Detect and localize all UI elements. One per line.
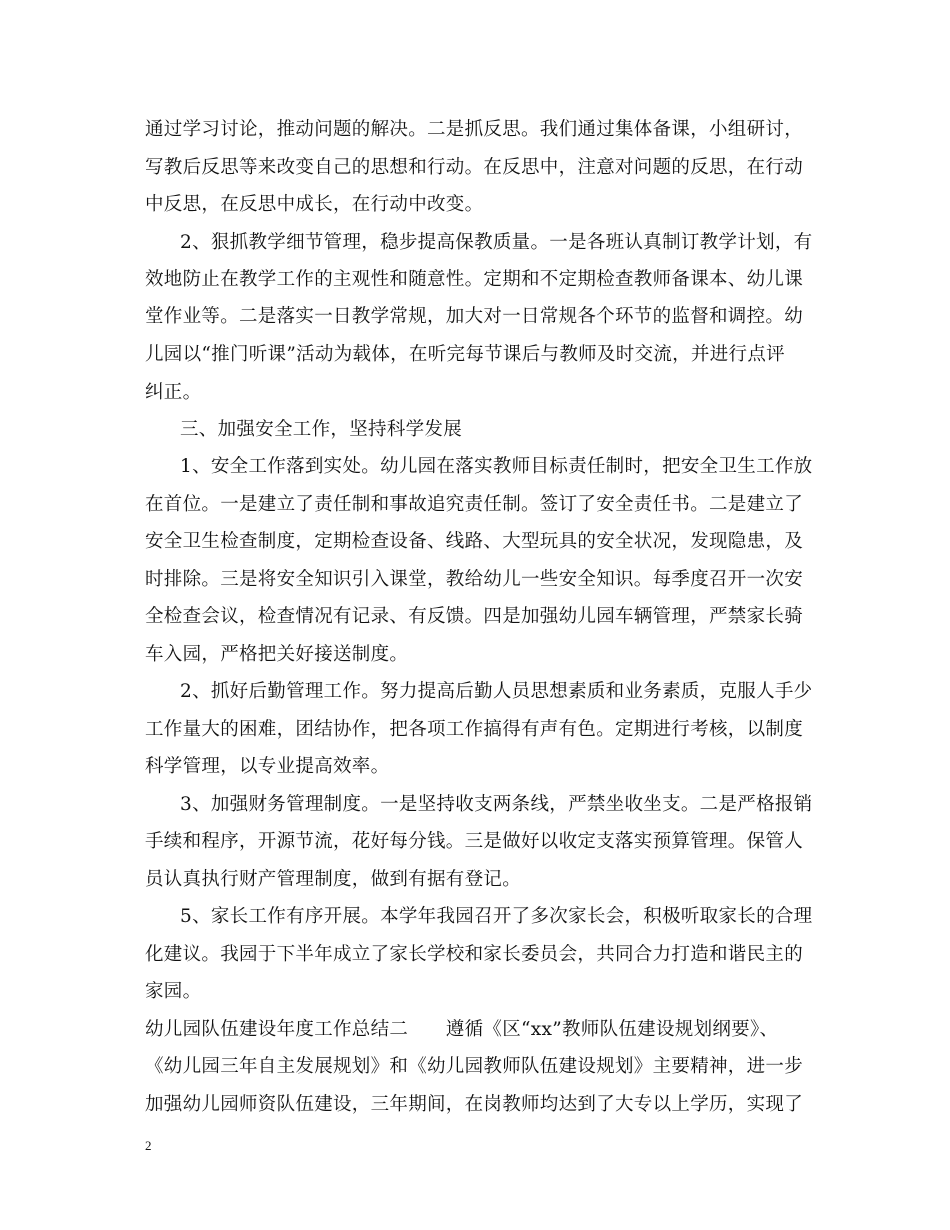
paragraph-start-line: 1、安全工作落到实处。幼儿园在落实教师目标责任制时，把安全卫生工作放 bbox=[180, 456, 813, 477]
text-line: 时排除。三是将安全知识引入课堂，教给幼儿一些安全知识。每季度召开一次安 bbox=[145, 569, 804, 590]
text-line: 员认真执行财产管理制度，做到有据有登记。 bbox=[145, 869, 522, 890]
text-line: 写教后反思等来改变自己的思想和行动。在反思中，注意对问题的反思，在行动 bbox=[145, 157, 804, 178]
text-line: 通过学习讨论，推动问题的解决。二是抓反思。我们通过集体备课，小组研讨， bbox=[145, 119, 804, 140]
text-line: 加强幼儿园师资队伍建设，三年期间，在岗教师均达到了大专以上学历，实现了 bbox=[145, 1094, 804, 1115]
paragraph-start-line: 3、加强财务管理制度。一是坚持收支两条线，严禁坐收坐支。二是严格报销 bbox=[180, 794, 813, 815]
text-line: 化建议。我园于下半年成立了家长学校和家长委员会，共同合力打造和谐民主的 bbox=[145, 944, 804, 965]
text-line: 工作量大的困难，团结协作，把各项工作搞得有声有色。定期进行考核，以制度 bbox=[145, 719, 804, 740]
text-line: 科学管理，以专业提高效率。 bbox=[145, 756, 390, 777]
paragraph-start-line: 5、家长工作有序开展。本学年我园召开了多次家长会，积极听取家长的合理 bbox=[180, 906, 813, 927]
text-line: 家园。 bbox=[145, 981, 202, 1002]
text-line: 中反思，在反思中成长，在行动中改变。 bbox=[145, 194, 484, 215]
text-line: 堂作业等。二是落实一日教学常规，加大对一日常规各个环节的监督和调控。幼 bbox=[145, 306, 804, 327]
text-line: 《幼儿园三年自主发展规划》和《幼儿园教师队伍建设规划》主要精神，进一步 bbox=[145, 1056, 804, 1077]
text-line: 在首位。一是建立了责任制和事故追究责任制。签订了安全责任书。二是建立了 bbox=[145, 494, 804, 515]
paragraph-start-line: 2、抓好后勤管理工作。努力提高后勤人员思想素质和业务素质，克服人手少 bbox=[180, 681, 813, 702]
section-heading: 三、加强安全工作，坚持科学发展 bbox=[180, 419, 463, 440]
text-line: 纠正。 bbox=[145, 382, 202, 403]
section-title-line: 幼儿园队伍建设年度工作总结二 遵循《区“xx”教师队伍建设规划纲要》、 bbox=[145, 1019, 779, 1040]
text-line: 手续和程序，开源节流，花好每分钱。三是做好以收定支落实预算管理。保管人 bbox=[145, 831, 804, 852]
text-line: 安全卫生检查制度，定期检查设备、线路、大型玩具的安全状况，发现隐患，及 bbox=[145, 531, 804, 552]
text-line: 儿园以“推门听课”活动为载体，在听完每节课后与教师及时交流，并进行点评 bbox=[145, 344, 785, 365]
text-line: 车入园，严格把关好接送制度。 bbox=[145, 644, 409, 665]
paragraph-start-line: 2、狠抓教学细节管理，稳步提高保教质量。一是各班认真制订教学计划，有 bbox=[180, 232, 813, 253]
page-number: 2 bbox=[145, 1138, 152, 1153]
text-line: 效地防止在教学工作的主观性和随意性。定期和不定期检查教师备课本、幼儿课 bbox=[145, 269, 804, 290]
text-line: 全检查会议，检查情况有记录、有反馈。四是加强幼儿园车辆管理，严禁家长骑 bbox=[145, 606, 804, 627]
